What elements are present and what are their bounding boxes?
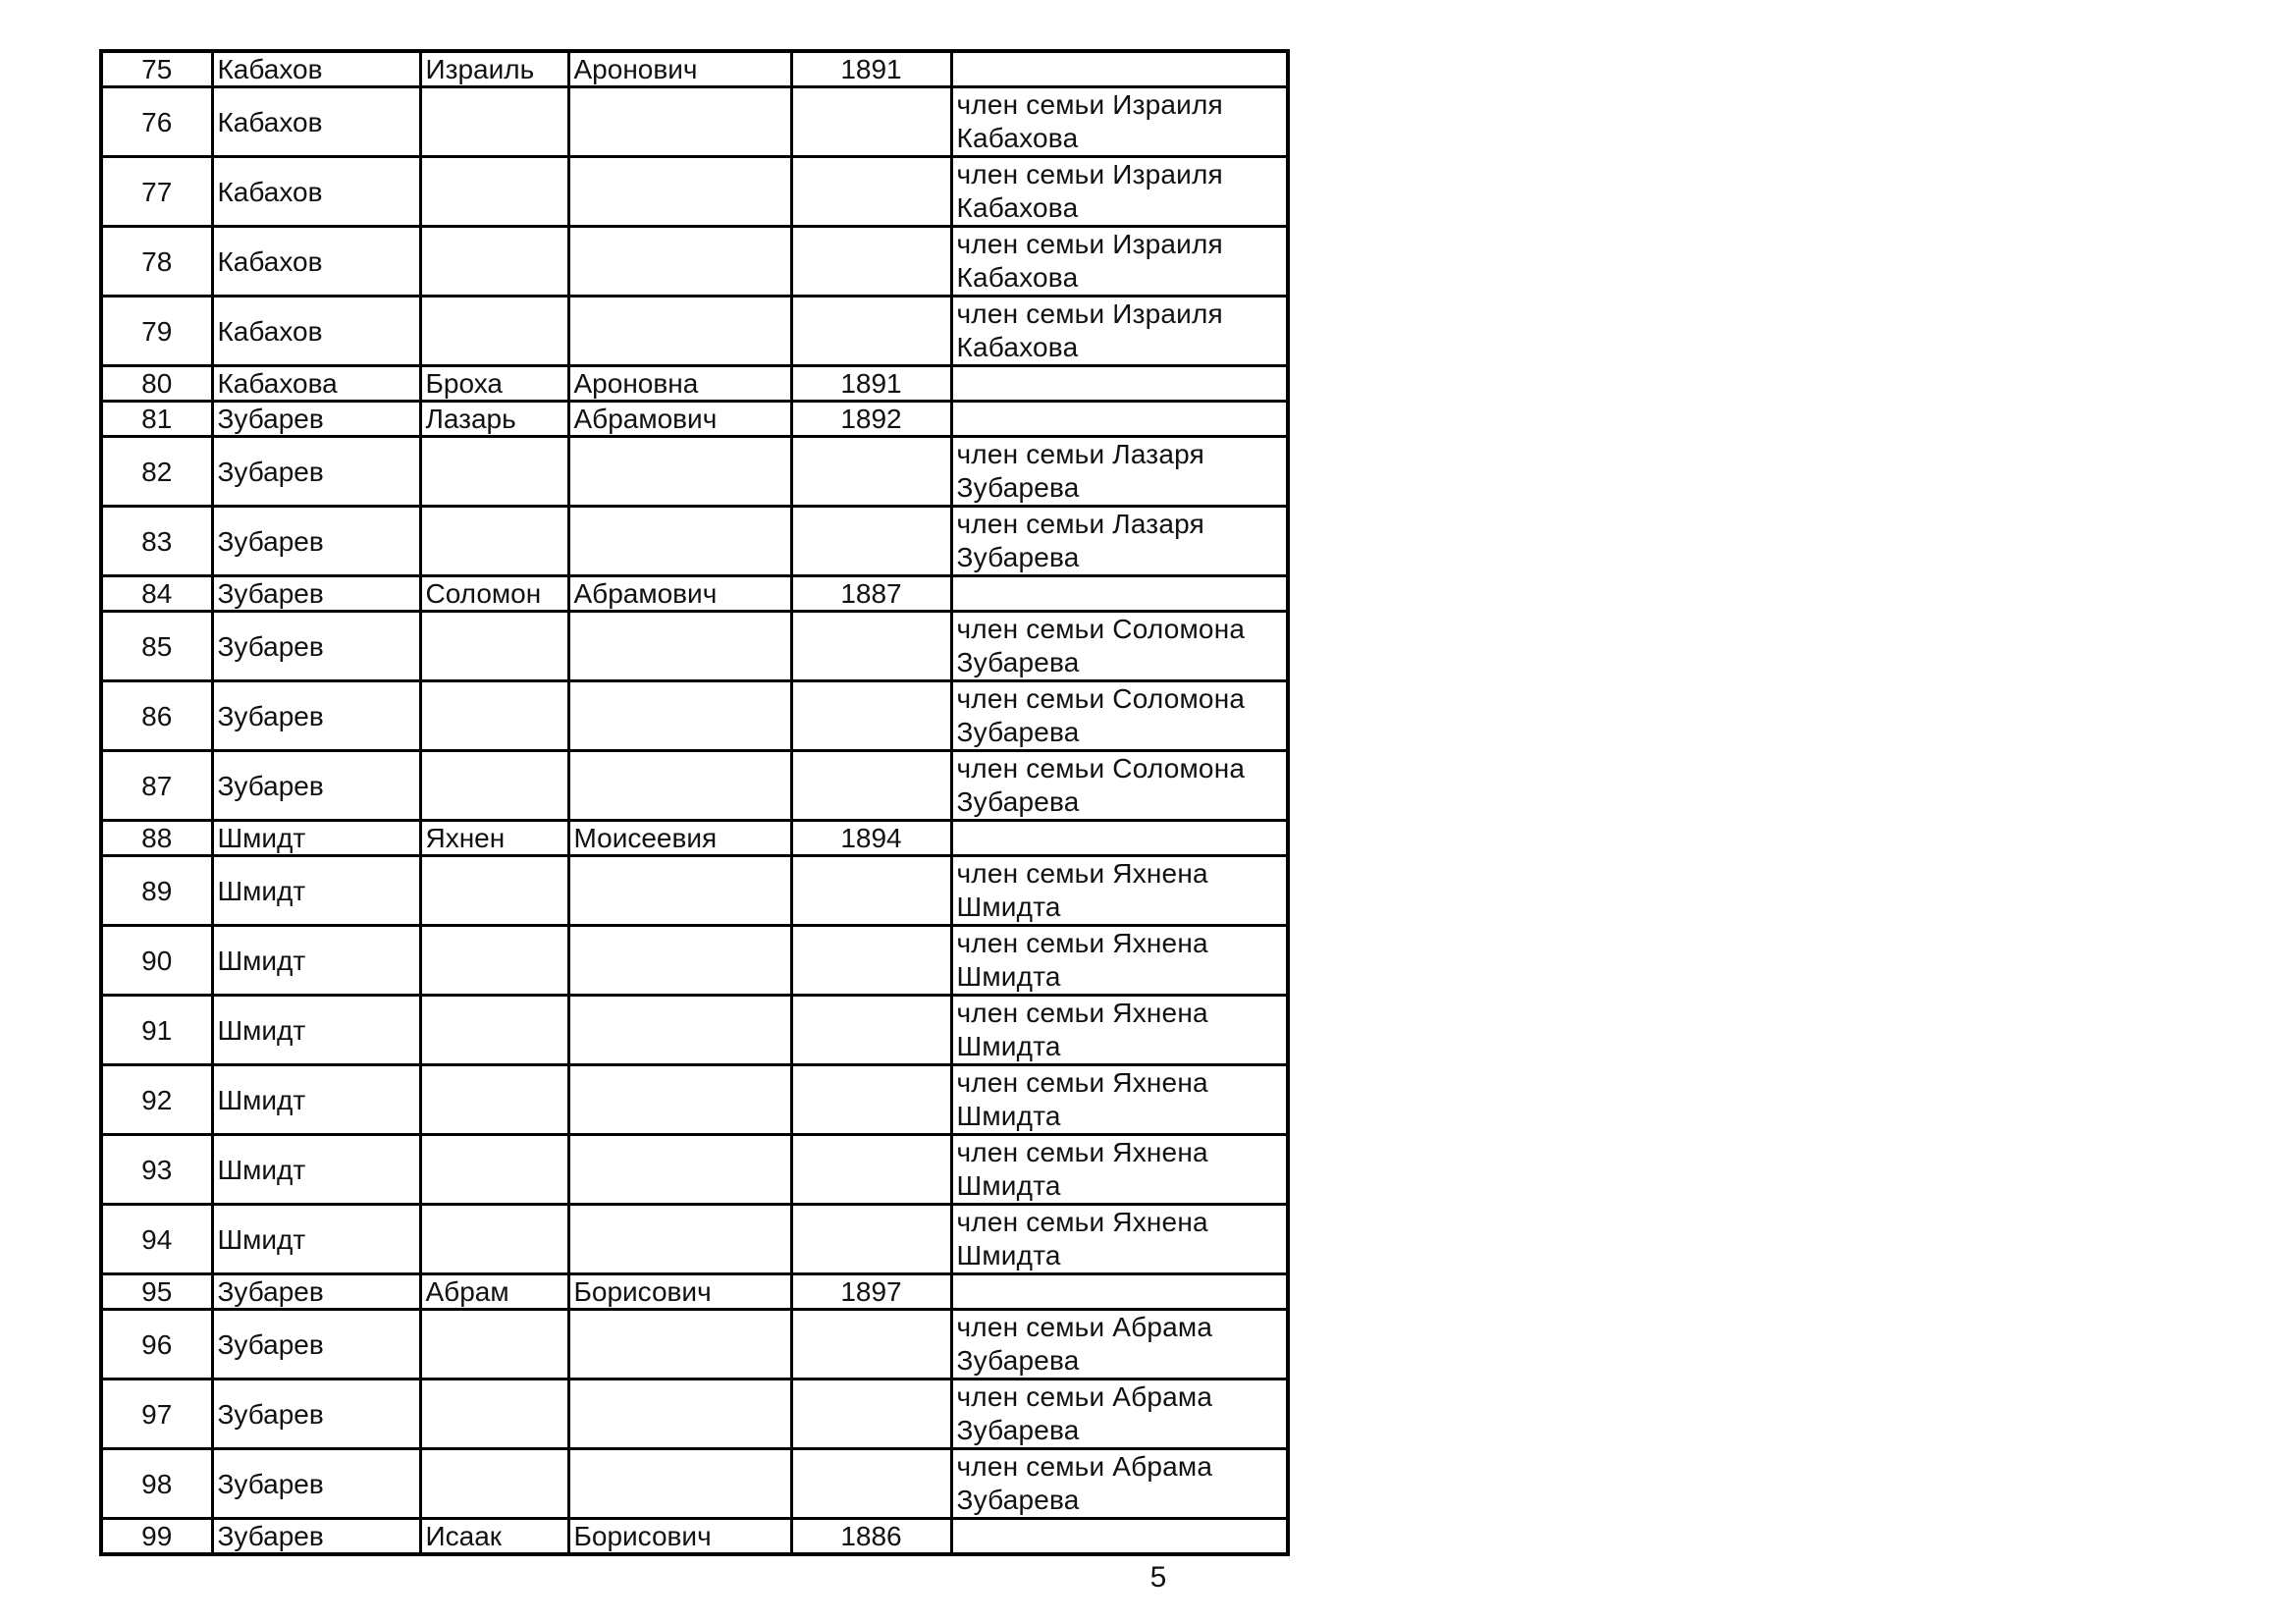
patronymic-cell bbox=[568, 856, 791, 926]
note-cell bbox=[951, 1519, 1288, 1555]
table-row bbox=[101, 1310, 1288, 1380]
first-name-cell bbox=[420, 227, 568, 297]
table-row bbox=[101, 751, 1288, 821]
note-cell: член семьи Яхнена Шмидта bbox=[951, 1065, 1288, 1135]
patronymic-cell bbox=[568, 157, 791, 227]
last-name-cell: Зубарев bbox=[212, 507, 420, 576]
last-name-cell: Шмидт bbox=[212, 1135, 420, 1205]
birth-year-cell: 1887 bbox=[791, 576, 951, 612]
row-number-cell: 89 bbox=[101, 856, 212, 926]
birth-year-cell: 1894 bbox=[791, 821, 951, 856]
last-name-cell: Шмидт bbox=[212, 926, 420, 996]
note-cell: член семьи Израиля Кабахова bbox=[951, 87, 1288, 157]
first-name-cell bbox=[420, 681, 568, 751]
row-number-cell: 88 bbox=[101, 821, 212, 856]
patronymic-cell: Моисеевия bbox=[568, 821, 791, 856]
table-row bbox=[101, 1065, 1288, 1135]
patronymic-cell bbox=[568, 87, 791, 157]
first-name-cell bbox=[420, 996, 568, 1065]
first-name-cell: Абрам bbox=[420, 1274, 568, 1310]
birth-year-cell bbox=[791, 1065, 951, 1135]
table-row bbox=[101, 821, 1288, 856]
note-cell: член семьи Абрама Зубарева bbox=[951, 1310, 1288, 1380]
note-cell: член семьи Израиля Кабахова bbox=[951, 297, 1288, 366]
last-name-cell: Кабахов bbox=[212, 157, 420, 227]
note-cell: член семьи Абрама Зубарева bbox=[951, 1380, 1288, 1449]
birth-year-cell bbox=[791, 507, 951, 576]
first-name-cell: Лазарь bbox=[420, 402, 568, 437]
table-row bbox=[101, 681, 1288, 751]
first-name-cell bbox=[420, 1380, 568, 1449]
last-name-cell: Шмидт bbox=[212, 1065, 420, 1135]
birth-year-cell bbox=[791, 437, 951, 507]
row-number-cell: 87 bbox=[101, 751, 212, 821]
table-row bbox=[101, 297, 1288, 366]
patronymic-cell bbox=[568, 507, 791, 576]
note-cell: член семьи Яхнена Шмидта bbox=[951, 996, 1288, 1065]
last-name-cell: Шмидт bbox=[212, 996, 420, 1065]
table-row bbox=[101, 507, 1288, 576]
first-name-cell bbox=[420, 926, 568, 996]
last-name-cell: Зубарев bbox=[212, 402, 420, 437]
first-name-cell bbox=[420, 297, 568, 366]
row-number-cell: 75 bbox=[101, 51, 212, 87]
birth-year-cell: 1891 bbox=[791, 51, 951, 87]
first-name-cell bbox=[420, 1310, 568, 1380]
patronymic-cell bbox=[568, 1449, 791, 1519]
patronymic-cell: Абрамович bbox=[568, 576, 791, 612]
note-cell bbox=[951, 402, 1288, 437]
last-name-cell: Шмидт bbox=[212, 856, 420, 926]
last-name-cell: Кабахов bbox=[212, 227, 420, 297]
last-name-cell: Зубарев bbox=[212, 1449, 420, 1519]
patronymic-cell: Ароновна bbox=[568, 366, 791, 402]
row-number-cell: 86 bbox=[101, 681, 212, 751]
first-name-cell: Соломон bbox=[420, 576, 568, 612]
last-name-cell: Зубарев bbox=[212, 612, 420, 681]
patronymic-cell bbox=[568, 1065, 791, 1135]
last-name-cell: Зубарев bbox=[212, 576, 420, 612]
note-cell: член семьи Соломона Зубарева bbox=[951, 612, 1288, 681]
note-cell bbox=[951, 821, 1288, 856]
last-name-cell: Шмидт bbox=[212, 821, 420, 856]
first-name-cell bbox=[420, 507, 568, 576]
table-row bbox=[101, 576, 1288, 612]
first-name-cell bbox=[420, 612, 568, 681]
last-name-cell: Зубарев bbox=[212, 1310, 420, 1380]
first-name-cell bbox=[420, 856, 568, 926]
patronymic-cell: Абрамович bbox=[568, 402, 791, 437]
row-number-cell: 80 bbox=[101, 366, 212, 402]
row-number-cell: 98 bbox=[101, 1449, 212, 1519]
birth-year-cell bbox=[791, 612, 951, 681]
last-name-cell: Кабахов bbox=[212, 297, 420, 366]
note-cell bbox=[951, 1274, 1288, 1310]
table-row bbox=[101, 1449, 1288, 1519]
patronymic-cell: Аронович bbox=[568, 51, 791, 87]
patronymic-cell bbox=[568, 437, 791, 507]
row-number-cell: 82 bbox=[101, 437, 212, 507]
birth-year-cell bbox=[791, 856, 951, 926]
last-name-cell: Кабахов bbox=[212, 51, 420, 87]
row-number-cell: 93 bbox=[101, 1135, 212, 1205]
row-number-cell: 97 bbox=[101, 1380, 212, 1449]
birth-year-cell bbox=[791, 926, 951, 996]
last-name-cell: Зубарев bbox=[212, 1380, 420, 1449]
row-number-cell: 83 bbox=[101, 507, 212, 576]
table-row bbox=[101, 157, 1288, 227]
patronymic-cell: Борисович bbox=[568, 1519, 791, 1555]
table-row bbox=[101, 1135, 1288, 1205]
birth-year-cell bbox=[791, 157, 951, 227]
note-cell: член семьи Абрама Зубарева bbox=[951, 1449, 1288, 1519]
first-name-cell: Исаак bbox=[420, 1519, 568, 1555]
row-number-cell: 77 bbox=[101, 157, 212, 227]
row-number-cell: 91 bbox=[101, 996, 212, 1065]
table-row bbox=[101, 51, 1288, 87]
table-row bbox=[101, 87, 1288, 157]
table-row bbox=[101, 366, 1288, 402]
last-name-cell: Зубарев bbox=[212, 1274, 420, 1310]
patronymic-cell bbox=[568, 681, 791, 751]
patronymic-cell bbox=[568, 297, 791, 366]
table-row bbox=[101, 612, 1288, 681]
patronymic-cell bbox=[568, 227, 791, 297]
note-cell: член семьи Лазаря Зубарева bbox=[951, 507, 1288, 576]
last-name-cell: Кабахова bbox=[212, 366, 420, 402]
row-number-cell: 96 bbox=[101, 1310, 212, 1380]
birth-year-cell bbox=[791, 996, 951, 1065]
last-name-cell: Зубарев bbox=[212, 681, 420, 751]
note-cell: член семьи Лазаря Зубарева bbox=[951, 437, 1288, 507]
note-cell: член семьи Израиля Кабахова bbox=[951, 157, 1288, 227]
first-name-cell: Яхнен bbox=[420, 821, 568, 856]
records-table bbox=[99, 49, 1290, 1556]
birth-year-cell bbox=[791, 1205, 951, 1274]
patronymic-cell bbox=[568, 1380, 791, 1449]
records-table-body bbox=[101, 51, 1288, 1554]
row-number-cell: 99 bbox=[101, 1519, 212, 1555]
birth-year-cell bbox=[791, 87, 951, 157]
birth-year-cell bbox=[791, 1135, 951, 1205]
birth-year-cell bbox=[791, 681, 951, 751]
table-row bbox=[101, 402, 1288, 437]
patronymic-cell bbox=[568, 1205, 791, 1274]
note-cell bbox=[951, 576, 1288, 612]
table-row bbox=[101, 227, 1288, 297]
table-row bbox=[101, 1519, 1288, 1555]
last-name-cell: Зубарев bbox=[212, 1519, 420, 1555]
first-name-cell bbox=[420, 1135, 568, 1205]
row-number-cell: 90 bbox=[101, 926, 212, 996]
patronymic-cell bbox=[568, 612, 791, 681]
note-cell: член семьи Яхнена Шмидта bbox=[951, 926, 1288, 996]
row-number-cell: 92 bbox=[101, 1065, 212, 1135]
row-number-cell: 81 bbox=[101, 402, 212, 437]
row-number-cell: 85 bbox=[101, 612, 212, 681]
note-cell: член семьи Израиля Кабахова bbox=[951, 227, 1288, 297]
birth-year-cell: 1892 bbox=[791, 402, 951, 437]
table-row bbox=[101, 1274, 1288, 1310]
birth-year-cell bbox=[791, 1449, 951, 1519]
first-name-cell bbox=[420, 1205, 568, 1274]
note-cell: член семьи Яхнена Шмидта bbox=[951, 856, 1288, 926]
patronymic-cell bbox=[568, 996, 791, 1065]
first-name-cell: Израиль bbox=[420, 51, 568, 87]
table-row bbox=[101, 996, 1288, 1065]
note-cell: член семьи Соломона Зубарева bbox=[951, 751, 1288, 821]
birth-year-cell bbox=[791, 297, 951, 366]
patronymic-cell: Борисович bbox=[568, 1274, 791, 1310]
birth-year-cell bbox=[791, 751, 951, 821]
table-row bbox=[101, 437, 1288, 507]
last-name-cell: Зубарев bbox=[212, 437, 420, 507]
note-cell: член семьи Яхнена Шмидта bbox=[951, 1135, 1288, 1205]
note-cell bbox=[951, 51, 1288, 87]
row-number-cell: 95 bbox=[101, 1274, 212, 1310]
birth-year-cell: 1886 bbox=[791, 1519, 951, 1555]
note-cell: член семьи Соломона Зубарева bbox=[951, 681, 1288, 751]
first-name-cell: Броха bbox=[420, 366, 568, 402]
patronymic-cell bbox=[568, 926, 791, 996]
patronymic-cell bbox=[568, 1135, 791, 1205]
page-number: 5 bbox=[1149, 1561, 1167, 1594]
first-name-cell bbox=[420, 157, 568, 227]
table-row bbox=[101, 926, 1288, 996]
birth-year-cell bbox=[791, 227, 951, 297]
row-number-cell: 94 bbox=[101, 1205, 212, 1274]
table-row bbox=[101, 856, 1288, 926]
table-row bbox=[101, 1380, 1288, 1449]
last-name-cell: Кабахов bbox=[212, 87, 420, 157]
last-name-cell: Шмидт bbox=[212, 1205, 420, 1274]
row-number-cell: 76 bbox=[101, 87, 212, 157]
note-cell: член семьи Яхнена Шмидта bbox=[951, 1205, 1288, 1274]
table-row bbox=[101, 1205, 1288, 1274]
birth-year-cell: 1897 bbox=[791, 1274, 951, 1310]
first-name-cell bbox=[420, 751, 568, 821]
note-cell bbox=[951, 366, 1288, 402]
first-name-cell bbox=[420, 1449, 568, 1519]
row-number-cell: 78 bbox=[101, 227, 212, 297]
row-number-cell: 84 bbox=[101, 576, 212, 612]
patronymic-cell bbox=[568, 1310, 791, 1380]
birth-year-cell bbox=[791, 1380, 951, 1449]
row-number-cell: 79 bbox=[101, 297, 212, 366]
first-name-cell bbox=[420, 1065, 568, 1135]
birth-year-cell bbox=[791, 1310, 951, 1380]
last-name-cell: Зубарев bbox=[212, 751, 420, 821]
patronymic-cell bbox=[568, 751, 791, 821]
first-name-cell bbox=[420, 437, 568, 507]
birth-year-cell: 1891 bbox=[791, 366, 951, 402]
first-name-cell bbox=[420, 87, 568, 157]
